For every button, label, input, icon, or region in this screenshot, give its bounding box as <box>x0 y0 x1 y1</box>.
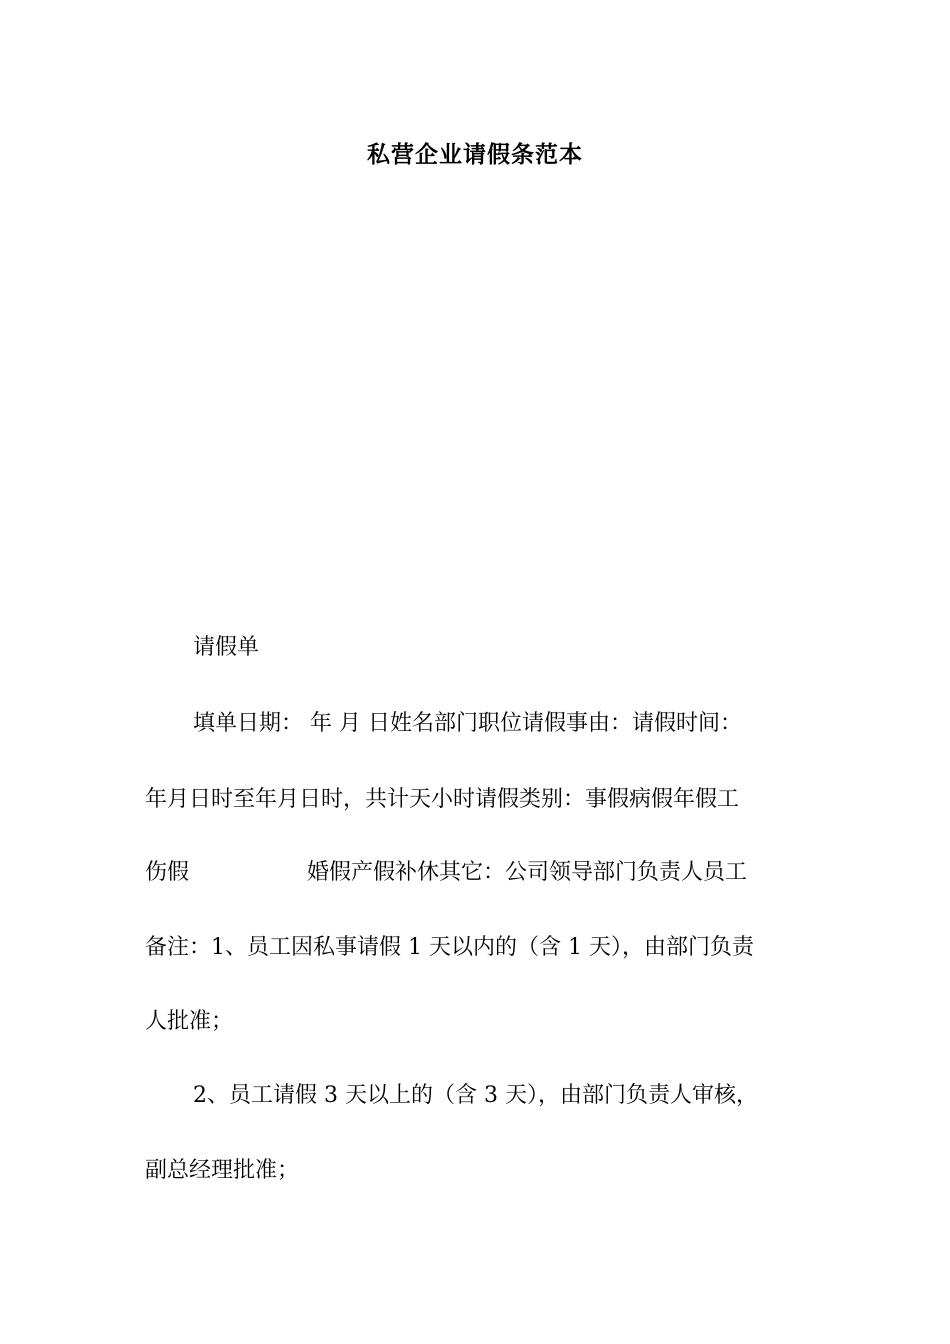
leave-type-injury: 伤假 <box>145 860 190 885</box>
paragraph-1-line-3 <box>145 858 747 888</box>
paragraph-1-line-2: 年月日时至年月日时，共计天小时请假类别：事假病假年假工 <box>145 787 740 812</box>
paragraph-2-line-2: 副总经理批准； <box>145 1158 300 1183</box>
leave-type-rest: 婚假产假补休其它：公司领导部门负责人员工 <box>307 860 748 885</box>
paragraph-2-line-1: 2、员工请假 3 天以上的（含 3 天），由部门负责人审核， <box>193 1083 758 1108</box>
form-heading: 请假单 <box>193 635 260 660</box>
paragraph-1-line-5: 人批准； <box>145 1009 234 1034</box>
paragraph-1-line-4: 备注：1、员工因私事请假 1 天以内的（含 1 天），由部门负责 <box>145 935 754 960</box>
document-title: 私营企业请假条范本 <box>367 141 583 168</box>
paragraph-1-line-1: 填单日期： 年 月 日姓名部门职位请假事由：请假时间： <box>193 711 742 736</box>
